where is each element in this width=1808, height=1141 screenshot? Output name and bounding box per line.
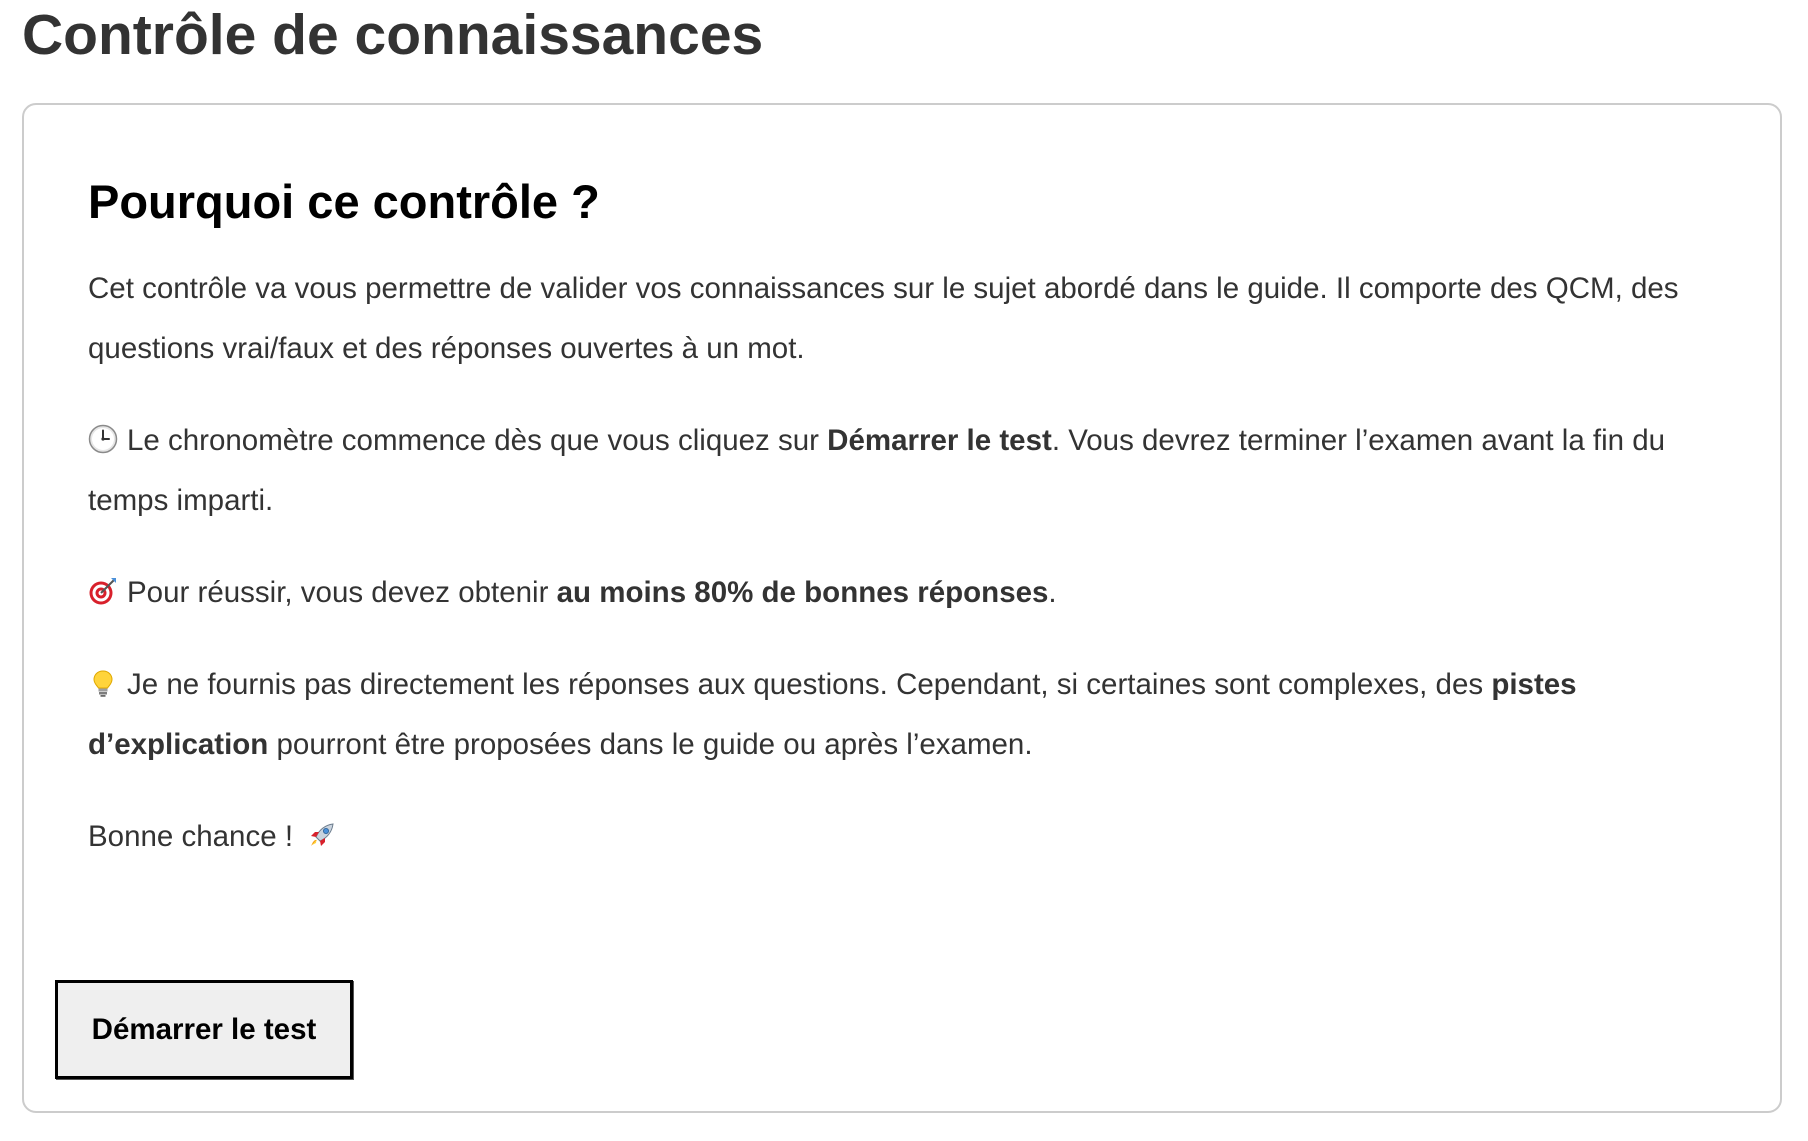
closing-paragraph <box>88 807 1748 867</box>
intro-paragraph: Cet contrôle va vous permettre de valider vos connaissances sur le sujet abordé dans le guide. Il comporte des QCM, des questions vrai/faux et des réponses ouvertes à un mot. <box>88 272 1679 365</box>
hint-text-before: Je ne fournis pas directement les réponses aux questions. Cependant, si certaines sont complexes, des <box>127 668 1492 701</box>
rocket-icon <box>307 820 337 850</box>
timer-text-before: Le chronomètre commence dès que vous cliquez sur <box>127 424 828 457</box>
clock-icon <box>88 424 118 454</box>
closing-text: Bonne chance ! <box>88 820 302 853</box>
goal-text-strong: au moins 80% de bonnes réponses <box>556 576 1049 609</box>
info-card <box>22 103 1782 1113</box>
target-icon <box>88 576 118 606</box>
goal-text-before: Pour réussir, vous devez obtenir <box>127 576 557 609</box>
timer-paragraph <box>88 411 1748 531</box>
hint-text-strong: pistes d’explication <box>88 668 1577 761</box>
goal-paragraph <box>88 563 1748 623</box>
timer-text-strong: Démarrer le test <box>827 424 1052 457</box>
lightbulb-icon <box>88 668 118 698</box>
card-heading: Pourquoi ce contrôle ? <box>88 175 600 228</box>
start-test-button[interactable]: Démarrer le test <box>55 980 353 1079</box>
hint-text-after: pourront être proposées dans le guide ou après l’examen. <box>268 728 1033 761</box>
timer-text-after: . Vous devrez terminer l’examen avant la fin du temps imparti. <box>88 424 1666 517</box>
page-title: Contrôle de connaissances <box>22 3 764 67</box>
hint-paragraph <box>88 655 1748 775</box>
goal-text-after: . <box>1048 576 1057 609</box>
